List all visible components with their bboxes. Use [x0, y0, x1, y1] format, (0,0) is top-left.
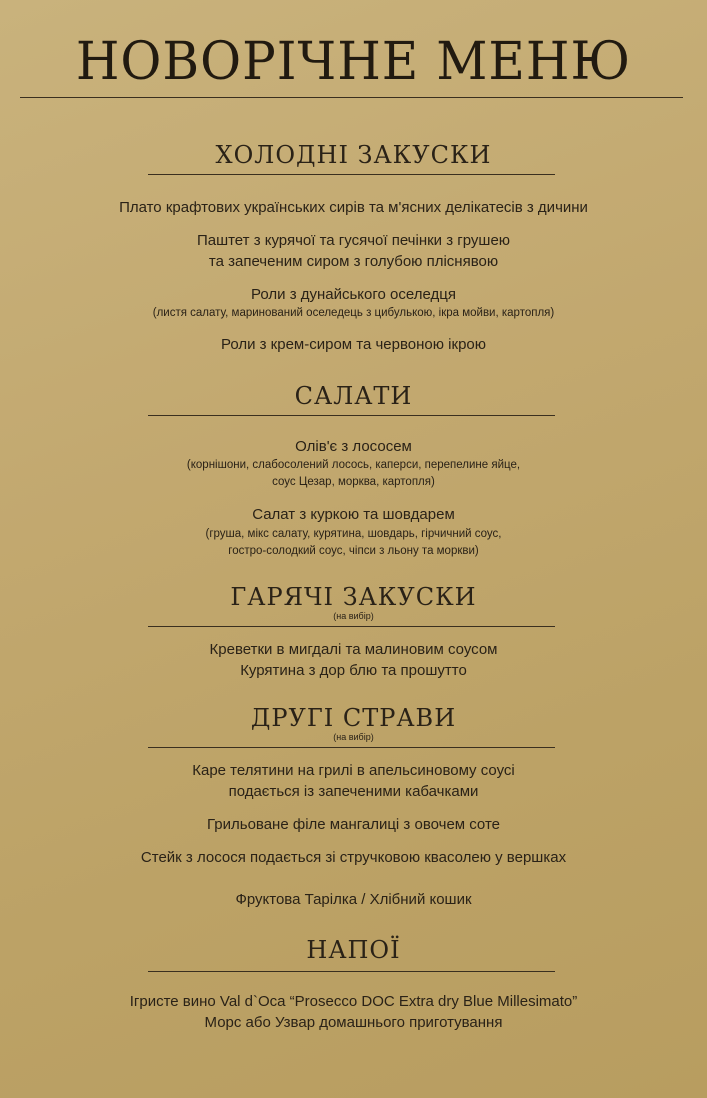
menu-item: Ігристе вино Val d`Oca “Prosecco DOC Extra dry Blue Millesimato”: [129, 993, 578, 1010]
menu-item: Грильоване філе мангалиці з овочем соте: [207, 816, 500, 833]
menu-item: Плато крафтових українських сирів та м'ясних делікатесів з дичини: [119, 199, 588, 216]
menu-item: Роли з крем-сиром та червоною ікрою: [220, 336, 487, 353]
menu-item: Каре телятини на грилі в апельсиновому соусі: [192, 762, 515, 779]
section-divider: [148, 415, 555, 416]
menu-item-description: соус Цезар, морква, картопля): [272, 476, 435, 488]
menu-item-description: гостро-солодкий соус, чіпси з льону та моркви): [228, 545, 479, 557]
section-heading-salads: САЛАТИ: [294, 382, 413, 410]
section-divider: [148, 747, 555, 748]
menu-item-description: (листя салату, маринований оселедець з цибулькою, ікра мойви, картопля): [152, 307, 555, 319]
menu-item: Олів'є з лососем: [295, 438, 412, 455]
menu-item: Салат з куркою та шовдарем: [252, 506, 455, 523]
menu-item: подається із запеченими кабачками: [228, 783, 479, 800]
section-note: (на вибір): [333, 611, 374, 621]
section-divider: [148, 626, 555, 627]
menu-item: Креветки в мигдалі та малиновим соусом: [209, 641, 498, 658]
section-note: (на вибір): [333, 732, 374, 742]
menu-item: Паштет з курячої та гусячої печінки з грушею: [196, 232, 511, 249]
menu-item: Морс або Узвар домашнього приготування: [204, 1014, 503, 1031]
menu-item: та запеченим сиром з голубою пліснявою: [208, 253, 499, 270]
menu-item: Стейк з лосося подається зі стручковою квасолею у вершках: [140, 849, 567, 866]
menu-item-description: (корнішони, слабосолений лосось, каперси, перепелине яйце,: [186, 459, 521, 471]
menu-item: Фруктова Тарілка / Хлібний кошик: [235, 891, 472, 908]
section-heading-cold: ХОЛОДНІ ЗАКУСКИ: [215, 141, 492, 169]
menu-title: НОВОРІЧНЕ МЕНЮ: [75, 30, 632, 92]
section-divider: [148, 174, 555, 175]
menu-item: Курятина з дор блю та прошутто: [240, 662, 467, 679]
section-heading-mains: ДРУГІ СТРАВИ: [250, 704, 457, 732]
section-heading-hot: ГАРЯЧІ ЗАКУСКИ: [230, 583, 477, 611]
section-heading-drinks: НАПОЇ: [306, 936, 401, 964]
menu-item-description: (груша, мікс салату, курятина, шовдарь, гірчичний соус,: [205, 528, 502, 540]
title-divider: [20, 97, 683, 98]
menu-item: Роли з дунайського оселедця: [251, 286, 456, 303]
section-divider: [148, 971, 555, 972]
